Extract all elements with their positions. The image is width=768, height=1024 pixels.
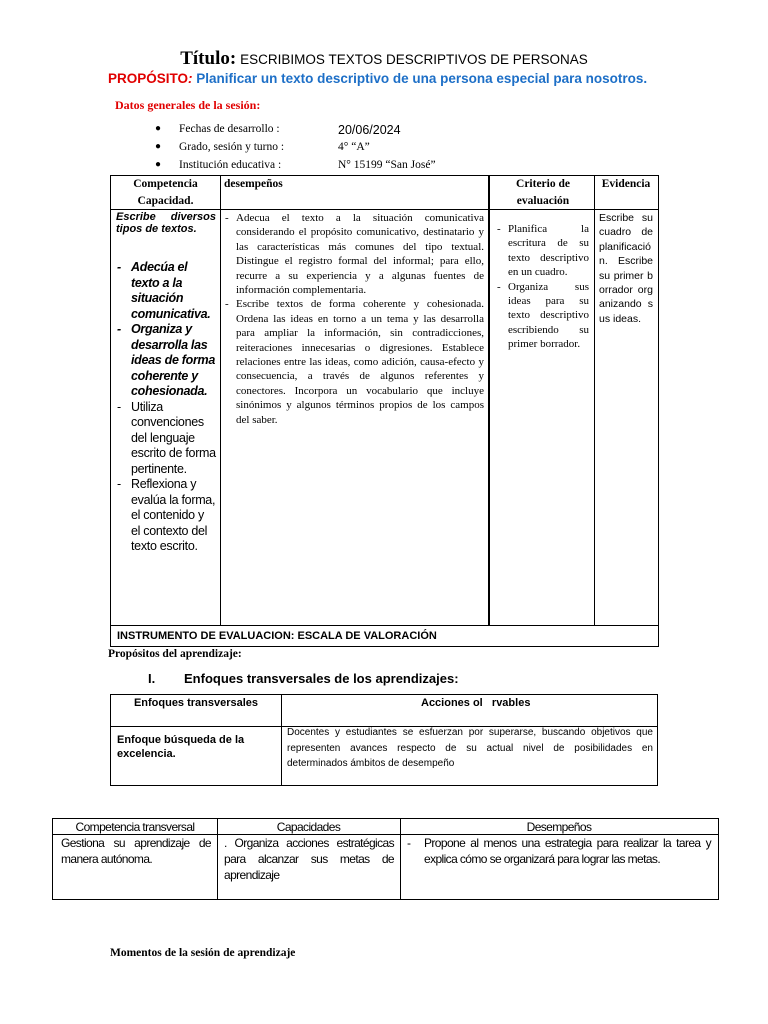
- table-divider: [217, 819, 218, 899]
- criterios-cell: [496, 222, 589, 352]
- datos-label: Institución educativa :: [179, 159, 282, 171]
- header-evidencia: Evidencia: [601, 178, 651, 190]
- bullet-icon: ●: [155, 159, 162, 170]
- ct-competencia: Gestiona su aprendizaje de manera autónoma.: [61, 836, 211, 866]
- capacidad-item: - Utiliza convenciones del lenguaje escrito de forma pertinente.: [117, 399, 216, 476]
- datos-label: Grado, sesión y turno :: [179, 141, 285, 153]
- enfoque-acciones: Docentes y estudiantes se esfuerzan por superarse, buscando objetivos que representen avances respecto de su actual nivel de posibilidades en determinados ámbitos de desempeño: [287, 727, 653, 769]
- enfoques-table: [110, 694, 658, 786]
- desempeno-item: - Adecua el texto a la situación comunicativa considerando el propósito comunicativo, destinatario y las características más comunes del tipo textual. Distingue el registro formal del informal; para ello, recurre a su experiencia y a algunas fuentes de información complementaria.: [225, 212, 484, 297]
- ct-capacidad: . Organiza acciones estratégicas para alcanzar sus metas de aprendizaje: [224, 836, 394, 882]
- ct-desempeno-item: - Propone al menos una estrategia para realizar la tarea y explica cómo se organizará para lograr las metas.: [407, 836, 711, 866]
- table-divider: [111, 625, 658, 626]
- capacidades-list: [116, 260, 216, 555]
- title-text: ESCRIBIMOS TEXTOS DESCRIPTIVOS DE PERSONAS: [240, 52, 588, 67]
- table-divider: [220, 176, 221, 625]
- capacidad-item: - Organiza y desarrolla las ideas de forma coherente y cohesionada.: [117, 322, 216, 398]
- enfoques-col1-header: Enfoques transversales: [133, 697, 259, 709]
- table-divider: [488, 176, 490, 625]
- document-title: [0, 48, 768, 70]
- capacidad-item: - Reflexiona y evalúa la forma, el contenido y el contexto del texto escrito.: [117, 477, 216, 553]
- header-criterio: Criterio de evaluación: [516, 178, 570, 207]
- instrumento-evaluacion: INSTRUMENTO DE EVALUACION: ESCALA DE VALORACIÓN: [117, 630, 437, 642]
- enfoques-heading-text: Enfoques transversales de los aprendizajes:: [184, 671, 459, 686]
- criterio-item: - Organiza sus ideas para su texto descriptivo escribiendo su primer borrador.: [497, 280, 589, 351]
- purpose-label: PROPÓSITO: [108, 71, 189, 86]
- competencia-title: Escribe diversos tipos de textos.: [116, 211, 216, 235]
- bullet-icon: ●: [155, 123, 162, 134]
- ct-desempeno: [406, 835, 711, 867]
- competencias-table: [110, 175, 659, 647]
- datos-value: 4° “A”: [338, 141, 370, 153]
- competencia-transversal-table: [52, 818, 719, 900]
- purpose-colon: :: [188, 71, 193, 86]
- datos-value: N° 15199 “San José”: [338, 159, 436, 171]
- desempeno-item: - Escribe textos de forma coherente y cohesionada. Ordena las ideas en torno a un tema y las desarrolla para ampliar la información, sin contradicciones, reiteraciones innecesarias o digresiones. Establece relaciones entre las ideas, como adición, causa-efecto y consecuencia, a través de algunos referentes y conectores. Incorpora un vocabulario que incluye sinónimos y algunos términos propios de los campos del saber.: [225, 298, 484, 426]
- table-divider: [594, 176, 595, 625]
- desempenos-cell: [224, 211, 484, 427]
- datos-label: Fechas de desarrollo :: [179, 123, 280, 135]
- enfoques-numeral: I.: [148, 671, 156, 686]
- bullet-icon: ●: [155, 141, 162, 152]
- capacidad-item: - Adecúa el texto a la situación comunicativa.: [117, 260, 211, 321]
- ct-header-competencia: Competencia transversal: [75, 820, 195, 834]
- table-divider: [400, 819, 401, 899]
- ct-header-capacidades: Capacidades: [276, 820, 341, 834]
- enfoques-col2-header: Acciones ol rvables: [421, 697, 531, 709]
- purpose-text: Planificar un texto descriptivo de una persona especial para nosotros.: [196, 71, 648, 86]
- ct-header-desempenos: Desempeños: [526, 820, 592, 834]
- competencia-cell: [116, 211, 216, 555]
- momentos-heading: Momentos de la sesión de aprendizaje: [110, 947, 296, 959]
- enfoque-label: Enfoque búsqueda de la excelencia.: [117, 734, 245, 760]
- datos-heading: Datos generales de la sesión:: [115, 98, 261, 112]
- propositos-heading: Propósitos del aprendizaje:: [108, 648, 242, 660]
- header-competencia: Competencia Capacidad.: [133, 178, 198, 207]
- table-divider: [281, 695, 282, 785]
- purpose-line: [108, 71, 647, 86]
- header-desempenos: desempeños: [224, 178, 283, 190]
- criterio-item: - Planifica la escritura de su texto descriptivo en un cuadro.: [497, 223, 589, 279]
- title-label: Título:: [180, 48, 237, 69]
- datos-value: 20/06/2024: [338, 123, 401, 137]
- evidencia-cell: Escribe su cuadro de planificación. Escribe su primer borrador organizando sus ideas.: [599, 212, 653, 325]
